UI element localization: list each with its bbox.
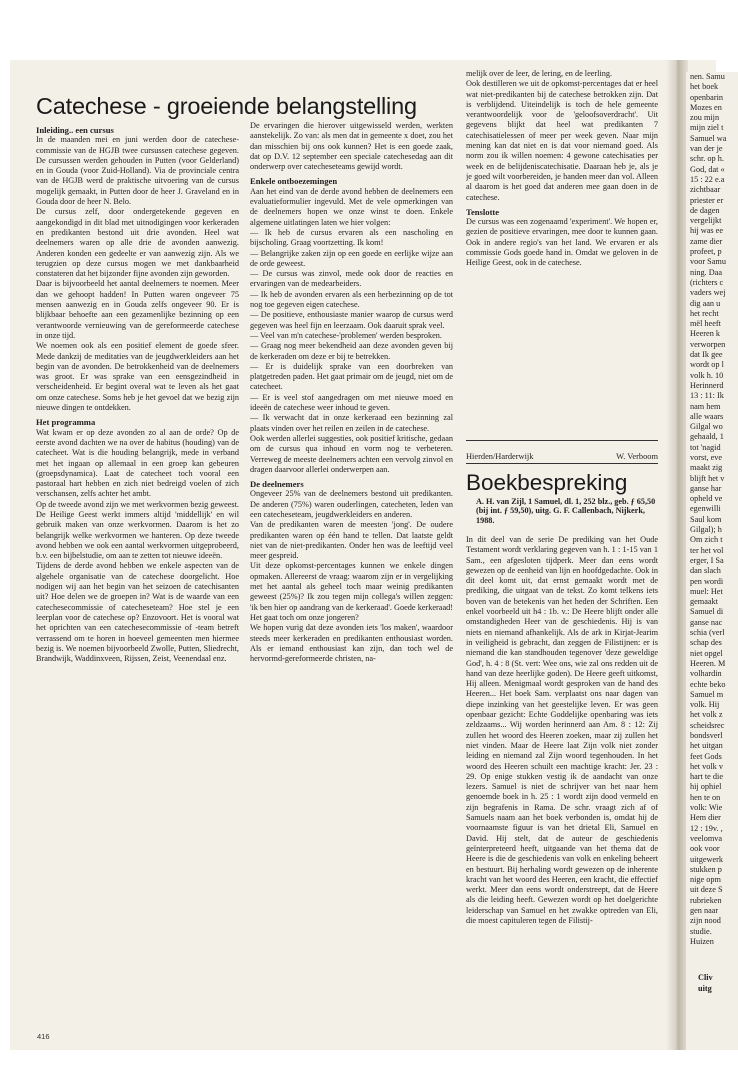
right-page-line: het recht <box>690 308 719 318</box>
right-page-line: nen. Samu <box>690 72 725 81</box>
paragraph: — Ik heb de cursus ervaren als een nascholing en bijscholing. Graag voortzetting. Ik kom! <box>250 227 453 248</box>
paragraph: — Graag nog meer bekendheid aan deze avonden geven bij de kerkeraden om deze er bij te betrekken. <box>250 341 453 361</box>
section-heading: Enkele ontboezemingen <box>250 176 338 187</box>
right-page-line: feet Gods <box>690 751 722 761</box>
right-page-line: rubrieken <box>690 895 722 905</box>
right-page-line: Gilgal wo <box>690 422 723 432</box>
right-page-line: vergelijkt <box>690 216 722 226</box>
right-page-footer-line: uitg <box>698 983 712 993</box>
right-page-line: erger, I Sa <box>690 555 724 565</box>
right-page-line: maakt zig <box>690 463 723 473</box>
right-page-line: Heeren. M <box>690 658 726 668</box>
paragraph: Van de predikanten waren de meesten 'jong'. De oudere predikanten waren op één hand te tellen. Dat laatste geldt niet van de niet-predikanten. Onder hen was de leeftijd veel meer gespreid. <box>250 520 453 561</box>
right-page-line: Herinnerd <box>690 380 724 390</box>
section-heading: Het programma <box>36 417 96 428</box>
right-page-line: wordt op l <box>690 360 724 370</box>
review-paragraph: In dit deel van de serie De prediking van het Oude Testament wordt verklaring gegeven van h. 1 : 1-15 van 1 Sam., een afgesloten tijdperk. Meer dan eens wordt gewezen op de eenheid van lijn en hoofdgedachte. Ook in dit deel komt uit, dat ernst gemaakt wordt met de prediking, die uitgaat van de tekst. Zo komt telkens iets boven van de betekenis van het heden der Schriften. Een enkel voorbeeld uit h4 : 1b. v.: De Heere blijft onder alle omstandigheden Heer van de geschiedenis. Hij is van niets en niemand afhankelijk. Als de ark in Kirjat-Jearim in veiligheid is gebracht, dan zeggen de Filistijnen: er is niemand die kan standhouden tegenover 'deze geweldige God', h. 4 : 8 (St. vert: Wee ons, wie zal ons redden uit de hand van deze heerlijke goden). De Heere geeft uitkomst, Hij alleen. Menigmaal wordt gesproken van de hand des Heeren... Het boek Sam. verplaatst ons naar dagen van diepe inzinking van het geestelijke leven. Er was geen openbaar gezicht: Echte Goddelijke openbaring was iets zeldzaams... Wij worden herinnerd aan Am. 8 : 12: Zij zullen het woord des Heeren zoeken, maar zij zullen het niet vinden. Maar de Heere laat Zijn volk niet zonder leiding en niemand zal Zijn woord tegenhouden. In het woord des Heeren schuilt een machtige kracht: Jer. 23 : 29. Op enige stukken vestig ik de aandacht van onze lezers. Samuel is niet de schrijver van het naar hem genoemde boek in h. 25 : 1 wordt zijn dood vermeld en zijn begrafenis in Rama. De schr. vraagt zich af of Samuels naam aan het boek verbonden is, omdat hij de voornaamste figuur is van het drietal Eli, Samuel en David. Hij stelt, dat de auteur de geschiedenis geïnterpreteerd heeft, uitgaande van het thema dat de Heere is die de geschiedenis van volk en enkeling beheert en bestuurt. Bij herhaling wordt gewezen op de inherente kracht van het woord des Heeren, een kracht, die effectief werkt. Meer dan eens wordt onderstreept, dat de Heere als die leiding heeft. Gewezen wordt op het doelgerichte leiderschap van Samuel en het zwakke optreden van Eli, die moest capituleren tegen de Filistij- <box>466 535 658 925</box>
paragraph: Wat kwam er op deze avonden zo al aan de orde? Op de eerste avond dachten we na over de habitus (houding) van de catecheet. Wat is die houding belangrijk, mede in verband met het ingaan op allemaal in een groep kan gebeuren (groepsdynamica). Laat de catecheet toch vooral een pastoraal hart hebben en zich niet bedreigd voelen of zich verschansen, zelfs achter het ambt. <box>36 427 239 499</box>
right-page-line: hij ophiel <box>690 782 722 792</box>
right-page-line: mijn ziel t <box>690 123 724 133</box>
paragraph: Daar is bijvoorbeeld het aantal deelnemers te noemen. Meer dan we gehoopt hadden! In Putten waren ongeveer 75 mensen aanwezig en in Gouda zelfs ongeveer 90. Er is blijkbaar behoefte aan een gezamenlijke bezinning op een verantwoorde vernieuwing van de gereformeerde catechese in onze tijd. <box>36 279 239 340</box>
paragraph: — De cursus was zinvol, mede ook door de reacties en ervaringen van de medearbeiders. <box>250 269 453 289</box>
paragraph: — Ik verwacht dat in onze kerkeraad een bezinning zal plaats vinden over het reilen en zeilen in de catechese. <box>250 413 453 433</box>
right-page-line: (richters c <box>690 277 724 287</box>
right-page-line: Mozes en <box>690 102 722 112</box>
right-page-line: voor Samu <box>690 257 726 267</box>
right-page-line: zichtbaar <box>690 185 721 195</box>
right-page-line: uitgewerk <box>690 854 723 864</box>
right-page-line: het volk z <box>690 710 723 720</box>
paragraph: De cursus was een zogenaamd 'experiment'. We hopen er, gezien de positieve ervaringen, mee door te kunnen gaan. Ook in andere regio's van het land. We ervaren er als commissie Gods goede hand in. Omdat we geloven in de Heilige Geest, ook in de catechese. <box>466 217 658 268</box>
right-page-line: 12 : 19v. , <box>690 823 723 833</box>
article-title: Catechese - groeiende belangstelling <box>36 93 417 119</box>
right-page-line: Samuel wa <box>690 133 727 143</box>
paragraph: Op de tweede avond zijn we met werkvormen bezig geweest. De Heilige Geest werkt immers altijd 'middellijk' en wil gebruik maken van onze werkvormen. Daarom is het zo belangrijk welke werkvormen we hanteren. Op deze tweede avond hebben we ook een aantal werkvormen uitgeprobeerd, b.v. een bijbelstudie, om aan te zetten tot nieuwe ideeën. <box>36 499 239 561</box>
right-page-line: niet opgel <box>690 648 723 658</box>
page-number: 416 <box>37 1032 50 1041</box>
right-page-line: uit deze S <box>690 885 723 895</box>
right-page-line: Hem dier <box>690 813 721 823</box>
right-page-line: vaders wej <box>690 288 726 298</box>
right-page-line: echte beko <box>690 679 726 689</box>
right-page-line: zou mijn <box>690 113 720 123</box>
right-page-line: volk: Wie <box>690 803 723 813</box>
paragraph: De ervaringen die hierover uitgewisseld werden, werkten aanstekelijk. Zo van: als men dat in gemeente x doet, zou het dan misschien bij ons ook kunnen? Het is een goede zaak, dat op D.V. 12 september een speciale catechesedag aan dit onderwerp over catecheseteams gewijd wordt. <box>250 121 453 172</box>
right-page-edge <box>686 72 738 1050</box>
paragraph: — Er is duidelijk sprake van een doorbreken van platgetreden paden. Het gaat primair om de jeugd, niet om de catecheet. <box>250 361 453 392</box>
right-page-line: Huizen <box>690 936 714 946</box>
right-page-line: tot 'nagid <box>690 442 721 452</box>
right-page-line: het volk v <box>690 761 723 771</box>
signature-place: Hierden/Harderwijk <box>466 452 534 461</box>
right-page-line: ganse har <box>690 483 722 493</box>
paragraph: Ongeveer 25% van de deelnemers bestond uit predikanten. De anderen (75%) waren ouderlingen, catecheten, leden van een catecheseteam, jeugdwerkleiders en anderen. <box>250 489 453 519</box>
right-page-line: egenwilli <box>690 504 721 514</box>
review-title: Boekbespreking <box>466 470 628 495</box>
paragraph: Ook destilleren we uit de opkomst-percentages dat er heel wat niet-predikanten bij de catechese betrokken zijn. Dat is verblijdend. Uiteindelijk is toch de hele gemeente verantwoordelijk voor de 'geloofsoverdracht'. Uit gegevens blijkt dat heel wat predikanten 7 catechisatielessen of meer per week geven. Naar mijn mening kan dat niet en is dat voor niemand goed. Als norm zou ik willen noemen: 4 gewone catechisaties per week en de belijdeniscatechisatie. Daaraan heb je, als je je goed wilt voorbereiden, je handen meer dan vol. Alleen al daarom is het goed dat anderen mee gaan doen in de catechese. <box>466 79 658 202</box>
book-spine <box>666 60 688 1050</box>
right-page-line: 15 : 22 e.a <box>690 174 725 184</box>
paragraph: — De positieve, enthousiaste manier waarop de cursus werd gegeven was heel fijn en leerzaam. Ook daaruit sprak veel. <box>250 310 453 330</box>
right-page-line: Saul kom <box>690 514 722 524</box>
right-page-line: God, dat « <box>690 164 725 174</box>
right-page-line: openbarin <box>690 92 723 102</box>
right-page-line: dig aan u <box>690 298 721 308</box>
right-page-line: profeet, p <box>690 247 722 257</box>
right-page-line: priester er <box>690 195 724 205</box>
paragraph: melijk over de leer, de lering, en de leerling. <box>466 69 613 78</box>
right-page-line: volk h. 10 <box>690 370 724 380</box>
signature-rule <box>466 440 658 441</box>
right-page-line: mël heeft <box>690 319 721 329</box>
right-page-line: Heeren k <box>690 329 721 339</box>
article-signature <box>466 452 658 464</box>
paragraph: We hopen vurig dat deze avonden iets 'los maken', waardoor steeds meer kerkeraden en predikanten enthousiast worden. Als er iemand enthousiast kan zijn, dan toch wel de hervormd-gereformeerde christen, na- <box>250 623 453 664</box>
right-page-line: studie. <box>690 926 712 936</box>
right-page-line: vorst, eve <box>690 452 723 462</box>
right-page-line: gemaakt <box>690 597 718 607</box>
right-page-line: alle waars <box>690 411 724 421</box>
right-page-line: nam hem <box>690 401 721 411</box>
paragraph: In de maanden mei en juni werden door de catechese-commissie van de HGJB twee cursussen catechese gegeven. De cursussen werden gehouden in Putten (voor Gelderland) en in Gouda (voor Zuid-Holland). Via de provinciale centra van de HGJB werd de praktische uitvoering van de cursus mogelijk gemaakt, in Putten door de heer J. Graveland en in Gouda door de heer N. Belo. <box>36 135 239 207</box>
paragraph: Aan het eind van de derde avond hebben de deelnemers een evaluatieformulier ingevuld. Met de vele opmerkingen van de deelnemers hopen we onze winst te doen. Enkele algemene uitlatingen laten we hier volgen: <box>250 186 453 227</box>
right-page-line: ning. Daa <box>690 267 723 277</box>
right-page-line: hij was ee <box>690 226 723 236</box>
right-page-line: Samuel di <box>690 607 724 617</box>
right-page-line: schr. op h. <box>690 154 724 164</box>
right-page-line: het uitgan <box>690 741 723 751</box>
review-bibliography: A. H. van Zijl, 1 Samuel, dl. 1, 252 blz., geb. ƒ 65,50 (bij int. ƒ 59,50), uitg. G. F. Callenbach, Nijkerk, 1988. <box>476 497 656 525</box>
right-page-line: gen naar <box>690 906 719 916</box>
right-page-line: ter het vol <box>690 545 724 555</box>
section-heading: Inleiding.. een cursus <box>36 125 114 135</box>
right-page-line: Samuel m <box>690 689 724 699</box>
right-page-line: stukken p <box>690 864 722 874</box>
article-column-1 <box>36 121 239 1026</box>
paragraph: Uit deze opkomst-percentages kunnen we enkele dingen opmaken. Allereerst de vraag: waarom zijn er in vergelijking met het aantal als geheel toch maar weinig predikanten geweest (25%)? Ik zou tegen mijn collega's willen zeggen: 'ik ben hier op aandrang van de kerkeraad'. Goede kerkeraad! Het gaat toch om onze jongeren? <box>250 561 453 622</box>
right-page-line: nige opm <box>690 875 721 885</box>
right-page-line: blijft het v <box>690 473 725 483</box>
review-text <box>466 535 658 1026</box>
right-page-line: muel: Het <box>690 586 723 596</box>
right-page-line: hart te die <box>690 772 723 782</box>
article-column-2 <box>250 121 453 1026</box>
right-page-line: dan slach <box>690 566 721 576</box>
right-page-lines <box>686 72 738 947</box>
right-page-line: volhardin <box>690 669 722 679</box>
right-page-line: schia (verl <box>690 628 725 638</box>
right-page-line: 13 : 11: Ik <box>690 391 724 401</box>
paragraph: — Er is veel stof aangedragen om met nieuwe moed en ideeën de catechese weer inhoud te geven. <box>250 392 453 413</box>
right-page-footer <box>686 973 738 994</box>
right-page-line: veelomva <box>690 833 723 843</box>
right-page-line: Om zich t <box>690 535 723 545</box>
right-page-line: volk. Hij <box>690 700 720 710</box>
right-page-line: zijn nood <box>690 916 721 926</box>
paragraph: — Veel van m'n catechese-'problemen' werden besproken. <box>250 330 442 340</box>
section-heading: Tenslotte <box>466 206 500 217</box>
right-page-footer-line: Cliv <box>698 973 713 983</box>
right-page-line: verworpen <box>690 339 726 349</box>
paragraph: Ook werden allerlei suggesties, ook positief kritische, gedaan om de cursus qua inhoud en vorm nog te verbeteren. Verreweg de meeste deelnemers achten een vervolg zinvol en dragen daarvoor allerlei onderwerpen aan. <box>250 433 453 474</box>
paragraph: De cursus zelf, door ondergetekende gegeven en aangekondigd in dit blad met uitnodigingen voor kerkeraden en predikanten bestond uit drie avonden. Heel wat deelnemers waren op alle drie de avonden aanwezig. Anderen konden een gedeelte er van aanwezig zijn. Als we terugzien op deze cursus mogen we met dankbaarheid constateren dat het bijzonder fijne avonden zijn geworden. <box>36 207 239 279</box>
article-column-3 <box>466 69 658 441</box>
right-page-line: van der je <box>690 144 723 154</box>
right-page-line: zame dier <box>690 236 723 246</box>
right-page-line: pen wordi <box>690 576 724 586</box>
right-page-line: de dagen <box>690 205 720 215</box>
right-page-line: ook voor <box>690 844 720 854</box>
section-heading: De deelnemers <box>250 479 304 490</box>
right-page-line: dat Ik gee <box>690 350 723 360</box>
right-page-line: gehaald, 1 <box>690 432 724 442</box>
paragraph: — Belangrijke zaken zijn op een goede en eerlijke wijze aan de orde geweest. <box>250 248 453 268</box>
right-page-line: scheidsrec <box>690 720 725 730</box>
right-page-line: ganse nac <box>690 617 723 627</box>
paragraph: Tijdens de derde avond hebben we enkele aspecten van de algehele organisatie van de catechese doorgelicht. Hoe nodigen wij aan het begin van het seizoen de catechisanten uit? Hoe delen we de groepen in? Wat is de waarde van een catechesecommissie of catecheseteam? Hoe stel je een leerplan voor de catechese op? Enzovoort. Het is vooral wat het oprichten van een catechesecommissie of -team betreft verrassend om te horen in hoeveel gemeenten men hiermee bezig is. We noemen bijvoorbeeld Zwolle, Putten, Sliedrecht, Brandwijk, Waddinxveen, Rijssen, Zeist, Veenendaal enz. <box>36 561 239 664</box>
paragraph: — Ik heb de avonden ervaren als een herbezinning op de tot nog toe gegeven eigen catechese. <box>250 289 453 310</box>
right-page-line: opheld ve <box>690 494 723 504</box>
right-page-line: hen te on <box>690 792 721 802</box>
right-page-line: Gilgal); h <box>690 525 722 535</box>
right-page-line: het boek <box>690 82 719 92</box>
right-page-line: schap des <box>690 638 722 648</box>
signature-author: W. Verboom <box>616 452 658 461</box>
right-page-line: bondsverl <box>690 731 723 740</box>
paragraph: We noemen ook als een positief element de goede sfeer. Mede dankzij de meditaties van de jeugdwerkleiders aan het begin van de avonden. De betrokkenheid van de deelnemers was groot. Er was sprake van een eensgezindheid in verscheidenheid. Er begint overal wat te leven als het gaat om onze catechese. Soms heb je het gevoel dat we bezig zijn nieuwe dingen te ontdekken. <box>36 341 239 413</box>
